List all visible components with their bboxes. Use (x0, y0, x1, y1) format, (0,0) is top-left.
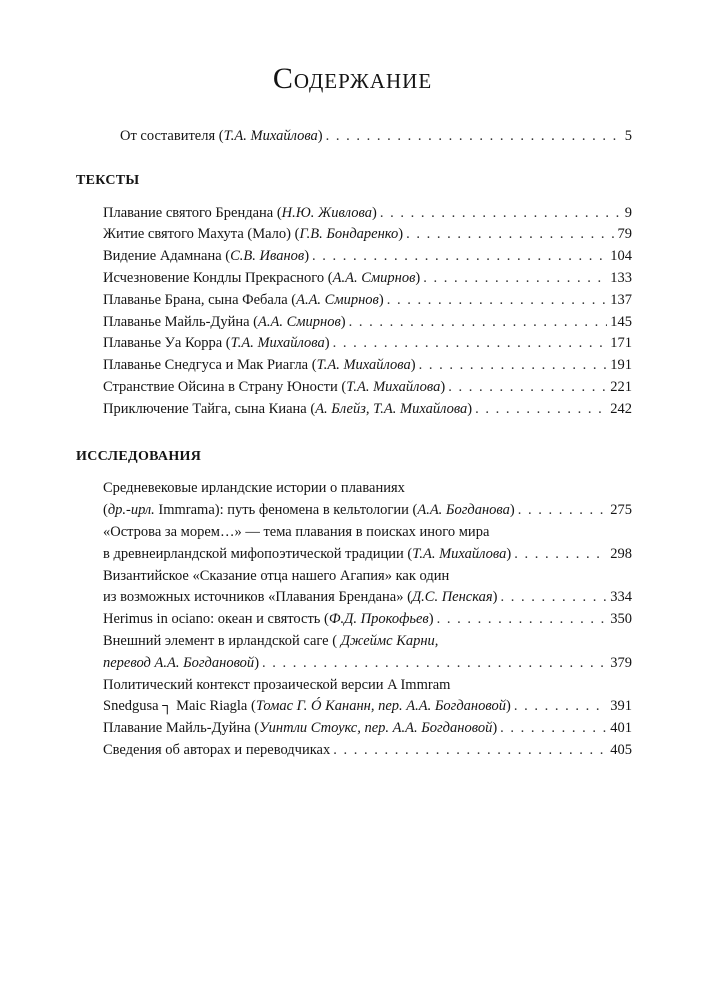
toc-entry[interactable] (103, 333, 632, 355)
toc-entry[interactable] (103, 246, 632, 268)
dot-leader (333, 333, 608, 355)
entry-close-paren: ) (440, 378, 446, 395)
section-heading: ИССЛЕДОВАНИЯ (76, 448, 202, 464)
toc-entry[interactable] (103, 740, 632, 762)
toc-entry[interactable] (103, 718, 632, 740)
entry-text: Herimus in ociano: океан и святость ( (103, 611, 329, 628)
page-number: 145 (610, 313, 632, 330)
entry-text-line1: Византийское «Сказание отца нашего Агапия» как один (103, 567, 450, 584)
entry-text-line1: Политический контекст прозаической версии A Immram (103, 676, 451, 693)
entry-close-paren: ) (509, 502, 515, 519)
page-number: 391 (610, 698, 632, 715)
dot-leader (406, 224, 614, 246)
dot-leader (448, 377, 607, 399)
dot-leader (518, 500, 608, 522)
entry-close-paren: ) (467, 400, 473, 417)
entry-text: Приключение Тайга, сына Киана ( (103, 400, 316, 417)
entry-author: Т.А. Михайлова (412, 545, 507, 562)
dot-leader (514, 544, 607, 566)
entry-close-paren: ) (410, 357, 416, 374)
entry-close-paren: ) (506, 545, 512, 562)
dot-leader (349, 312, 608, 334)
entry-paren: ( (103, 502, 108, 519)
entry-author: Т.А. Михайлова (223, 128, 318, 144)
entry-first-line (103, 675, 632, 697)
page-number: 275 (610, 502, 632, 519)
entry-author: А. Блейз, Т.А. Михайлова (315, 400, 468, 417)
entry-text: Плаванье Майль-Дуйна ( (103, 313, 258, 330)
toc-entry[interactable] (103, 399, 632, 421)
entry-text: в древнеирландской мифопоэтической традиции ( (103, 545, 413, 562)
entry-close-paren: ) (505, 698, 511, 715)
entry-author: Т.А. Михайлова (230, 335, 325, 352)
entry-close-paren: ) (492, 589, 498, 606)
entry-close-paren: ) (254, 654, 260, 671)
entry-close-paren: ) (324, 335, 330, 352)
entry-text: Странствие Ойсина в Страну Юности ( (103, 378, 347, 395)
entry-author: Д.С. Пенская (411, 589, 493, 606)
page-number: 221 (610, 378, 632, 395)
toc-entry[interactable] (103, 312, 632, 334)
page-number: 298 (610, 545, 632, 562)
dot-leader (514, 696, 607, 718)
page-number: 401 (610, 720, 632, 737)
toc-entry[interactable] (103, 675, 632, 719)
entry-text: Житие святого Махута (Мало) ( (103, 226, 300, 243)
entry-close-paren: ) (415, 269, 421, 286)
page-number: 171 (610, 335, 632, 352)
entry-close-paren: ) (492, 720, 498, 737)
dot-leader (419, 355, 608, 377)
toc-entry[interactable] (103, 609, 632, 631)
toc-entry[interactable] (103, 566, 632, 610)
entry-author: Уинтли Стоукс, пер. А.А. Богдановой (259, 720, 493, 737)
entry-author-line1: Джеймс Карни, (340, 632, 439, 649)
entry-author: А.А. Смирнов (296, 291, 379, 308)
table-of-contents (76, 126, 632, 762)
dot-leader (423, 268, 607, 290)
entry-text-line1: Внешний элемент в ирландской саге ( (103, 632, 338, 649)
dot-leader (262, 653, 607, 675)
entry-text: Сведения об авторах и переводчиках (103, 741, 331, 758)
entry-text: Immrama): путь феномена в кельтологии ( (154, 502, 418, 519)
page-number: 79 (617, 226, 632, 243)
dot-leader (312, 246, 607, 268)
entry-text: Плавание Майль-Дуйна ( (103, 720, 260, 737)
entry-text: Исчезновение Кондлы Прекрасного ( (103, 269, 333, 286)
entry-author: Т.А. Михайлова (346, 378, 441, 395)
entry-close-paren: ) (372, 204, 377, 221)
entry-author: перевод А.А. Богдановой (103, 654, 255, 671)
toc-entry[interactable] (103, 377, 632, 399)
toc-entry[interactable] (103, 290, 632, 312)
entry-close-paren: ) (340, 313, 346, 330)
entry-text: Плаванье Снедгуса и Мак Риагла ( (103, 357, 317, 374)
dot-leader (387, 290, 608, 312)
entry-first-line (103, 566, 632, 588)
toc-entry[interactable] (103, 224, 632, 246)
toc-entry-preface[interactable]: От составителя (Т.А. Михайлова) . . . 5 (120, 126, 632, 148)
entry-author: Ф.Д. Прокофьев (328, 611, 429, 628)
entry-text-line1: Средневековые ирландские истории о плаваниях (103, 480, 405, 497)
entry-text: Плаванье Брана, сына Фебала ( (103, 291, 297, 308)
dot-leader (475, 399, 607, 421)
entry-first-line (103, 631, 632, 653)
toc-entry[interactable] (103, 631, 632, 675)
dot-leader (333, 740, 607, 762)
entry-text: Видение Адамнана ( (103, 248, 231, 265)
entry-close-paren: ) (378, 291, 384, 308)
entry-close-paren: ) (398, 226, 404, 243)
page-title: Содержание (272, 62, 433, 95)
entry-author: Томас Г. Ó Кананн, пер. А.А. Богдановой (255, 698, 506, 715)
entry-author: А.А. Смирнов (332, 269, 416, 286)
page-number: 5 (624, 128, 632, 144)
page-number: 9 (624, 204, 632, 221)
entry-close-paren: ) (428, 611, 434, 628)
toc-entry[interactable] (103, 268, 632, 290)
entry-author: Н.Ю. Живлова (281, 204, 373, 221)
page-number: 350 (610, 611, 632, 628)
entry-text-line1: «Острова за морем…» — тема плавания в поисках иного мира (103, 523, 490, 540)
page-number: 191 (610, 357, 632, 374)
entry-text: из возможных источников «Плавания Брендана» ( (103, 589, 412, 606)
entry-text: Snedgusa ┐ Maic Riagla ( (103, 698, 256, 715)
dot-leader (501, 587, 608, 609)
toc-entry[interactable] (103, 522, 632, 566)
entry-first-line (103, 478, 632, 500)
dot-leader (326, 126, 622, 148)
page-number: 137 (610, 291, 632, 308)
section-heading: ТЕКСТЫ (76, 172, 140, 188)
page-number: 104 (610, 248, 632, 265)
toc-entry[interactable] (103, 478, 632, 522)
entry-close-paren: ) (304, 248, 310, 265)
page-number: 334 (610, 589, 632, 606)
entry-text: Плавание святого Брендана ( (103, 204, 282, 221)
entry-text: От составителя ( (120, 128, 224, 144)
toc-entry[interactable] (103, 203, 632, 225)
entry-text: Плаванье Уа Корра ( (103, 335, 231, 352)
entry-author: А.А. Смирнов (257, 313, 341, 330)
page-number: 405 (610, 741, 632, 758)
dot-leader (380, 203, 622, 225)
toc-entry[interactable] (103, 355, 632, 377)
entry-first-line (103, 522, 632, 544)
page-number: 133 (610, 269, 632, 286)
page-number: 242 (610, 400, 632, 417)
entry-author: Г.В. Бондаренко (299, 226, 399, 243)
entry-author: Т.А. Михайлова (316, 357, 411, 374)
entry-language-abbr: др.-ирл. (107, 502, 155, 519)
entry-author: А.А. Богданова (417, 502, 510, 519)
page-number: 379 (610, 654, 632, 671)
dot-leader (500, 718, 607, 740)
dot-leader (437, 609, 608, 631)
entry-author: С.В. Иванов (230, 248, 305, 265)
